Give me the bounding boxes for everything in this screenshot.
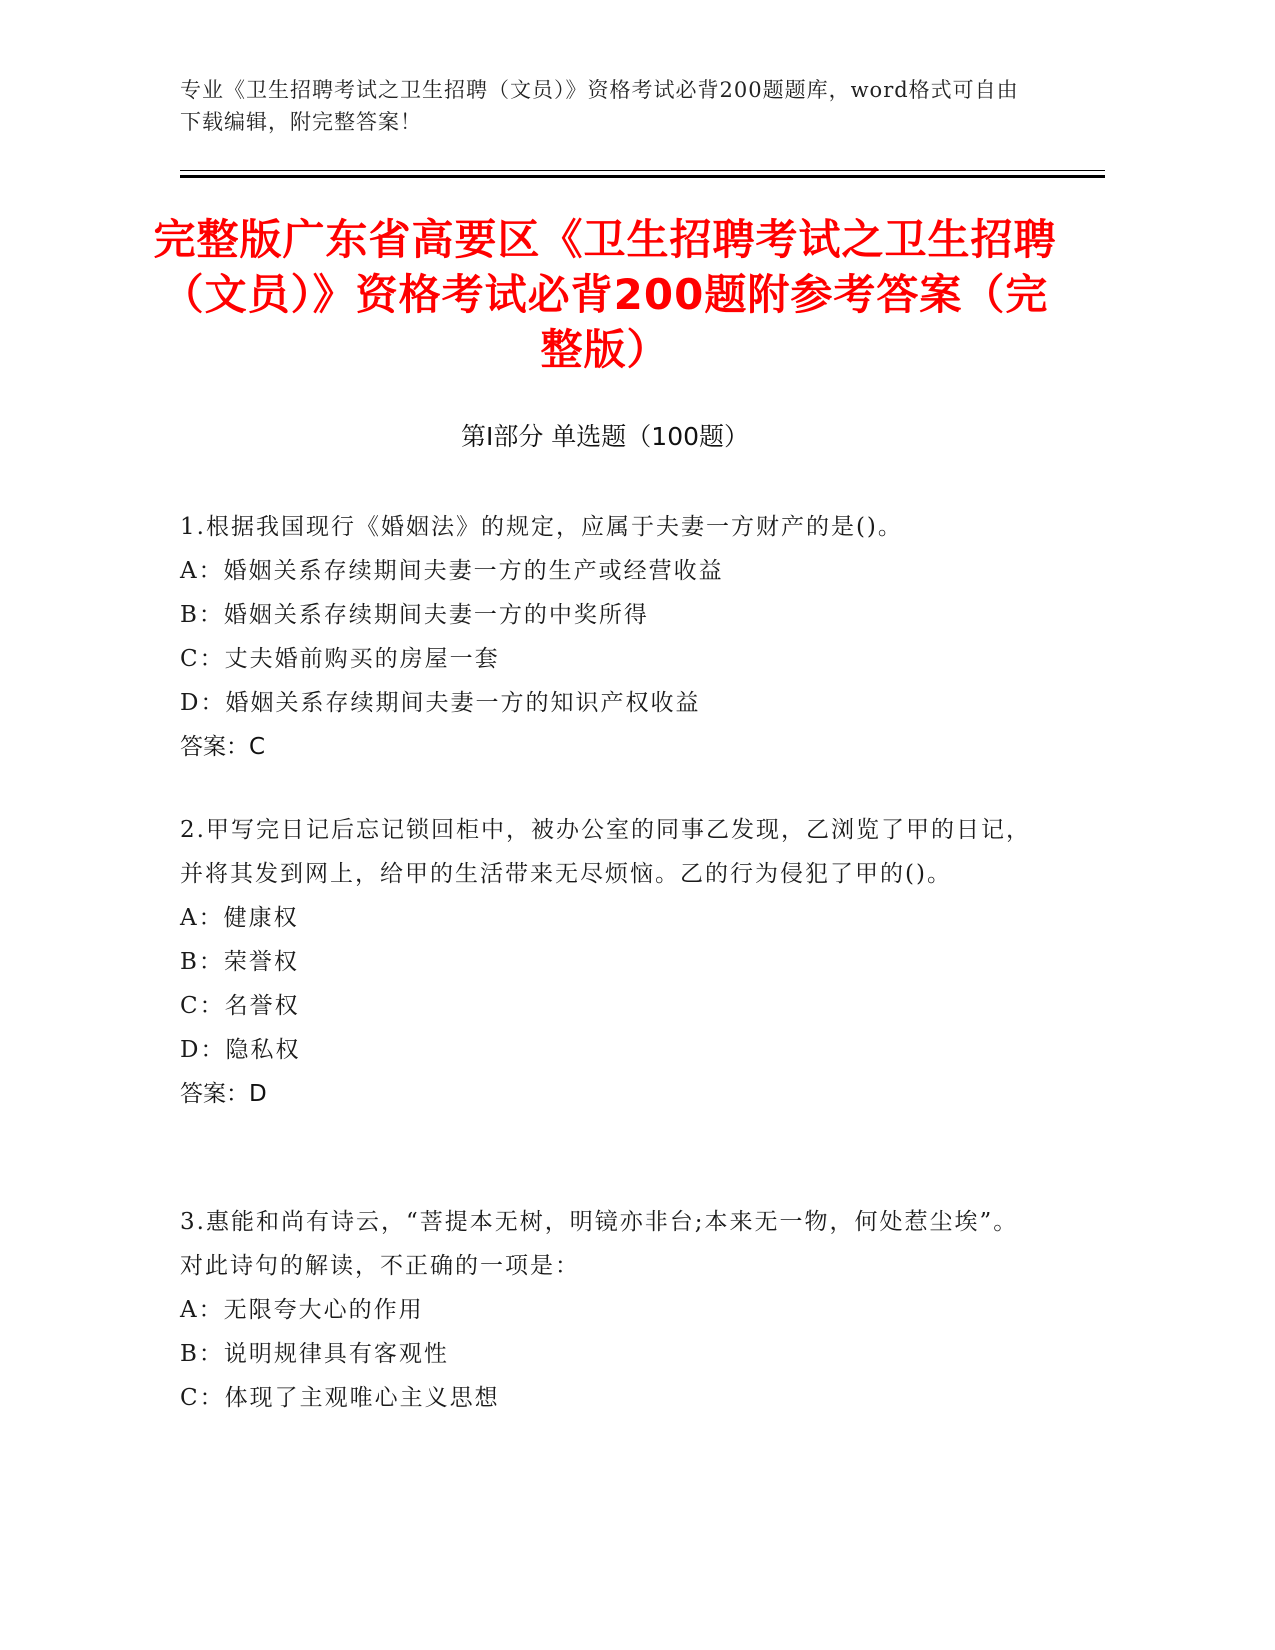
option-c: C：名誉权 [180, 993, 300, 1019]
answer: 答案：C [180, 734, 266, 760]
header-rule-thick [180, 175, 1105, 178]
option-d: D：隐私权 [180, 1037, 301, 1063]
option-b: B：说明规律具有客观性 [180, 1341, 449, 1367]
option-c: C：体现了主观唯心主义思想 [180, 1385, 500, 1411]
question-stem: 1.根据我国现行《婚姻法》的规定，应属于夫妻一方财产的是()。 [180, 514, 903, 540]
option-b: B：荣誉权 [180, 949, 299, 975]
option-c: C：丈夫婚前购买的房屋一套 [180, 646, 500, 672]
option-a: A：无限夸大心的作用 [180, 1297, 424, 1323]
header-rule-thin [180, 170, 1105, 171]
question-stem: 3.惠能和尚有诗云，“菩提本无树，明镜亦非台;本来无一物，何处惹尘埃”。对此诗句的解读，不正确的一项是： [180, 1209, 1019, 1279]
option-a: A：健康权 [180, 905, 299, 931]
option-a: A：婚姻关系存续期间夫妻一方的生产或经营收益 [180, 558, 724, 584]
question-1 [180, 505, 1040, 769]
option-b: B：婚姻关系存续期间夫妻一方的中奖所得 [180, 602, 649, 628]
question-3 [180, 1200, 1040, 1420]
question-2 [180, 808, 1040, 1116]
question-stem: 2.甲写完日记后忘记锁回柜中，被办公室的同事乙发现，乙浏览了甲的日记，并将其发到网上，给甲的生活带来无尽烦恼。乙的行为侵犯了甲的()。 [180, 817, 1031, 887]
document-title: 完整版广东省高要区《卫生招聘考试之卫生招聘（文员）》资格考试必背200题附参考答案（完整版） [153, 215, 1057, 374]
answer: 答案：D [180, 1081, 267, 1107]
option-d: D：婚姻关系存续期间夫妻一方的知识产权收益 [180, 690, 701, 716]
section-title: 第Ⅰ部分 单选题（100题） [460, 422, 750, 451]
header-note: 专业《卫生招聘考试之卫生招聘（文员）》资格考试必背200题题库，word格式可自由下载编辑，附完整答案！ [180, 78, 1019, 134]
